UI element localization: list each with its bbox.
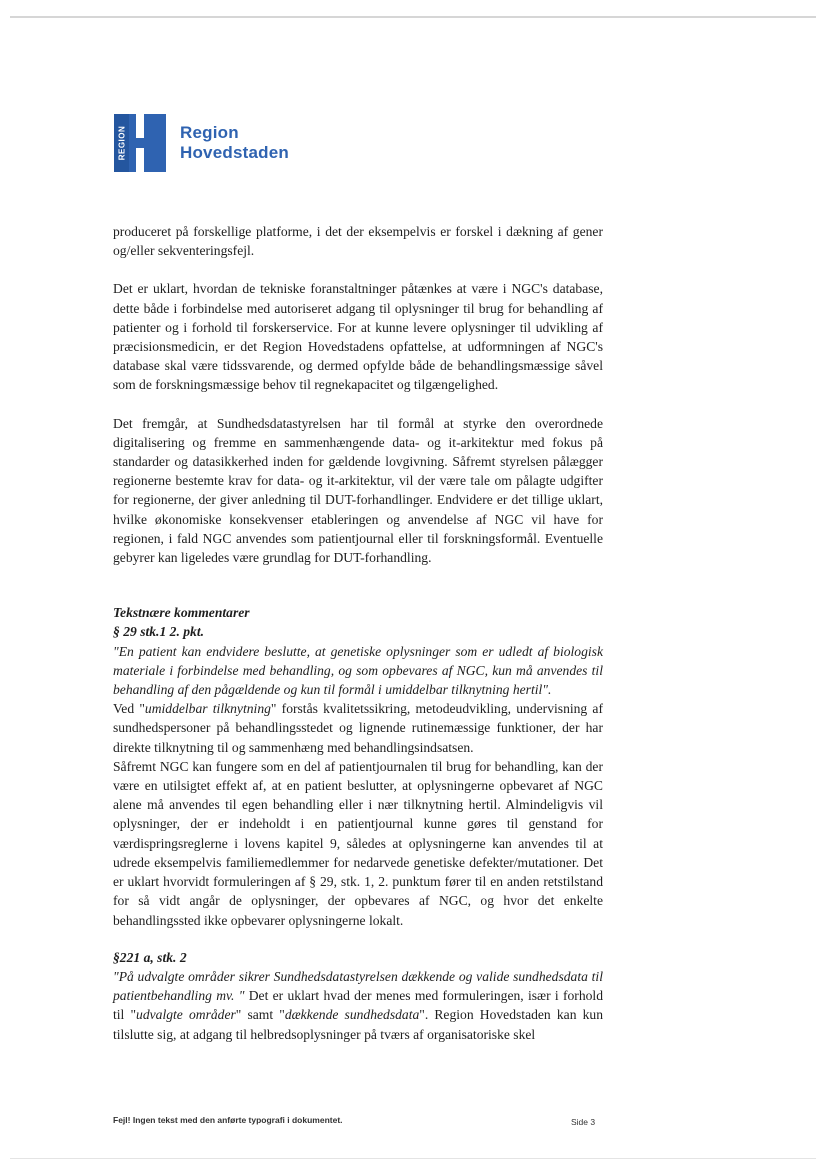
- section-2-text-3: ". Region Hovedstaden kan kun tilslutte sig, at adgang til helbredsoplysninger på tværs af organisatoriske skel: [113, 1007, 604, 1042]
- section-2-text-1: Det er uklart hvad der menes med formuleringen, især i forhold til ": [113, 988, 603, 1023]
- section-1-quote: [113, 642, 603, 700]
- logo-line-2: Hovedstaden: [180, 143, 289, 162]
- logo-line-1: Region: [180, 123, 239, 142]
- show-through-logo: [682, 114, 752, 164]
- region-logo: [114, 114, 289, 172]
- definition-term: umiddelbar tilknytning: [144, 701, 271, 717]
- page-number: Side 3: [571, 1117, 596, 1127]
- region-h-logo-icon: [114, 114, 166, 172]
- paragraph-1: produceret på forskellige platforme, i det der eksempelvis er forskel i dækning af gener og/eller sekventeringsfejl.: [113, 224, 603, 259]
- paragraph-2: Det er uklart, hvordan de tekniske foranstaltninger påtænkes at være i NGC's database, dette både i forbindelse med autoriseret adgang til oplysninger til brug for behandling af patienter og i forhold til forskerservice. For at kunne levere oplysninger til udvikling af præcisionsmedicin, er det Region Hovedstadens opfattelse, at udformningen af NGC's database skal være tidssvarende, og dermed opfylde både de behandlingsmæssige såvel som de forskningsmæssige behov til regnekapacitet og tilgængelighed.: [113, 281, 603, 393]
- footer-error-text: Fejl! Ingen tekst med den anførte typografi i dokumentet.: [113, 1115, 343, 1125]
- top-scan-rule: [10, 16, 816, 18]
- section-2-text-2: " samt ": [235, 1007, 285, 1023]
- section-1-definition: [113, 699, 603, 757]
- section-2-subheading: §221 a, stk. 2: [113, 949, 187, 965]
- section-2-term-2: dækkende sundhedsdata: [284, 1007, 420, 1023]
- section-2-term-1: udvalgte områder: [136, 1007, 236, 1023]
- paragraph-3: Det fremgår, at Sundhedsdatastyrelsen har til formål at styrke den overordnede digitalisering og fremme en sammenhængende data- og it-arkitektur med fokus på standarder og datasikkerhed inden for gældende lovgivning. Såfremt styrelsen pålægger regionerne bestemte krav for data- og it-arkitektur, vil der være tale om pålagte udgifter for regionerne, der giver anledning til DUT-forhandlinger. Endvidere er det tillige uklart, hvilke økonomiske konsekvenser etableringen og anvendelse af NGC vil have for regionen, i fald NGC anvendes som patientjournal eller til forskningsformål. Eventuelle gebyrer kan ligeledes være grundlag for DUT-forhandling.: [113, 415, 603, 566]
- section-2-paragraph: [113, 967, 603, 1044]
- definition-lead: Ved ": [113, 701, 145, 717]
- section-2-quote: "På udvalgte områder sikrer Sundhedsdatastyrelsen dækkende og valide sundhedsdata til patientbehandling mv. ": [113, 968, 603, 1004]
- logo-wordmark: [180, 123, 289, 163]
- svg-text:REGION: REGION: [117, 125, 127, 161]
- section-1-paragraph: Såfremt NGC kan fungere som en del af patientjournalen til brug for behandling, kan der være en utilsigtet effekt af, at en patient beslutter, at oplysningerne opbevaret af NGC alene må anvendes til egen behandling eller i nær tilknytning hertil. Almindeligvis vil oplysninger, der er indeholdt i en patientjournal kunne gøres til genstand for værdispringsreglerne i lovens kapitel 9, således at oplysningerne kan anvendes til at udrede eksempelvis familiemedlemmer for nedarvede genetiske defekter/mutationer. Det er uklart hvorvidt formuleringen af § 29, stk. 1, 2. punktum fører til en anden retstilstand for så vidt angår de oplysninger, der opbevares af NGC, og hvor det enkelte behandlingssted ikke opbevarer oplysningerne lokalt.: [113, 758, 603, 928]
- section-1-subheading: § 29 stk.1 2. pkt.: [113, 624, 205, 640]
- bottom-scan-rule: [10, 1158, 816, 1159]
- definition-rest: " forstås kvalitetssikring, metodeudvikling, undervisning af sundhedspersoner på behandlingsstedet og lignende rutinemæssige funktioner, der har direkte tilknytning til og sammenhæng med behandlingsindsatsen.: [113, 701, 603, 755]
- document-body: [113, 222, 603, 1044]
- quote-text: "En patient kan endvidere beslutte, at genetiske oplysninger som er udledt af biologisk materiale i forbindelse med behandling, og som opbevares af NGC, kun må anvendes til behandling af den pågældende og kun til formål i umiddelbar tilknytning hertil".: [113, 643, 603, 698]
- section-heading: Tekstnære kommentarer: [113, 605, 250, 621]
